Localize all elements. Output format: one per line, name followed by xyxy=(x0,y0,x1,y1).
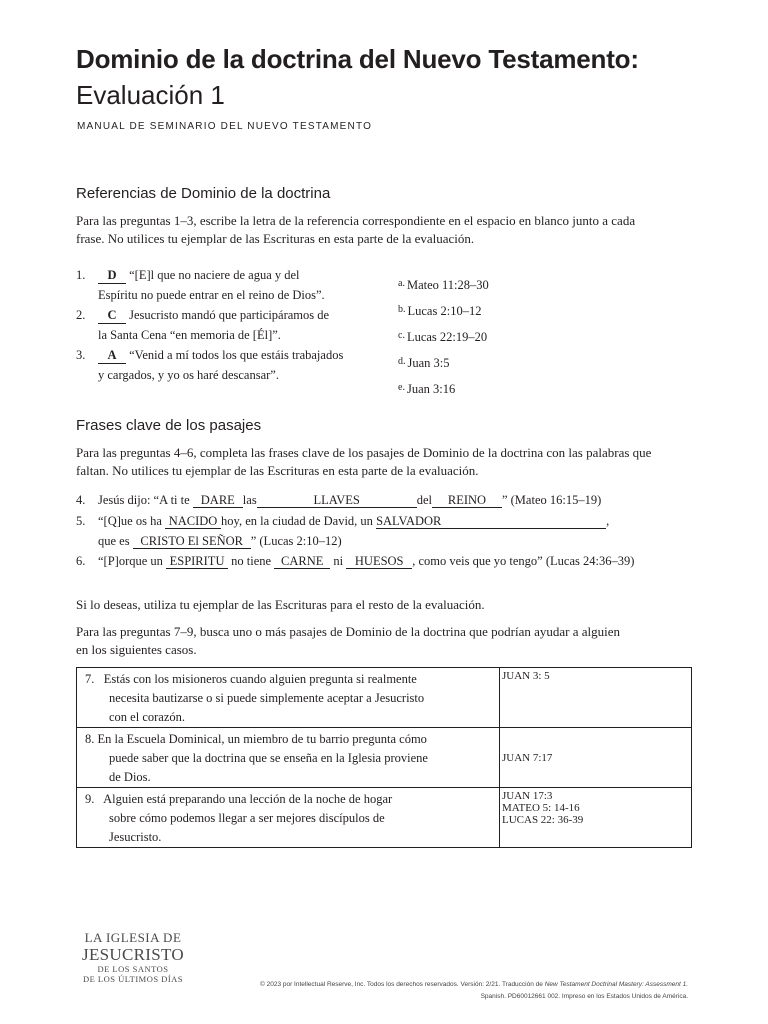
question-text: “[E]l que no naciere de agua y del xyxy=(129,268,300,282)
question-text: hoy, en la ciudad de David, un xyxy=(221,514,373,528)
question-5 xyxy=(76,511,696,551)
question-text: “[Q]ue os ha xyxy=(98,514,162,528)
answer-blank[interactable]: DARE xyxy=(193,493,243,508)
question-text: Jesucristo mandó que participáramos de xyxy=(129,308,330,322)
question-number: 6. xyxy=(76,554,86,568)
copyright xyxy=(240,979,688,1003)
question-number: 5. xyxy=(76,514,86,528)
question-text: , como veis que yo tengo” (Lucas 24:36–39) xyxy=(412,554,635,568)
answer-text: JUAN 3: 5 xyxy=(502,670,550,682)
scenario-cell xyxy=(77,728,500,788)
answer-blank[interactable]: D xyxy=(98,268,126,284)
answer-blank[interactable]: A xyxy=(98,348,126,364)
reference-item: $^{e.}$ Juan 3:16 xyxy=(398,382,456,396)
question-text: , xyxy=(606,514,610,528)
question-text: que es xyxy=(98,534,130,548)
answer-cell[interactable] xyxy=(500,788,692,848)
scenario-text: Jesucristo. xyxy=(109,830,162,844)
scenario-text: necesita bautizarse o si puede simplemente aceptar a Jesucristo xyxy=(109,691,425,705)
answer-text: JUAN 7:17 xyxy=(502,751,553,764)
question-text: las xyxy=(242,493,257,507)
scenario-text: puede saber que la doctrina que se enseña en la Iglesia proviene xyxy=(109,751,428,765)
answer-cell[interactable] xyxy=(500,728,692,788)
question-text: la Santa Cena “en memoria de [Él]”. xyxy=(98,328,281,342)
logo-text: DE LOS ÚLTIMOS DÍAS xyxy=(82,974,184,984)
answer-blank[interactable]: C xyxy=(98,308,126,324)
answer-blank[interactable]: CRISTO El SEÑOR xyxy=(133,534,251,549)
scenario-cell xyxy=(77,668,500,728)
scenario-text: Alguien está preparando una lección de la noche de hogar xyxy=(103,792,393,806)
logo-text: DE LOS SANTOS xyxy=(97,964,169,974)
scenario-table xyxy=(76,667,692,848)
question-number: 3. xyxy=(76,348,86,362)
logo-text: JESUCRISTO xyxy=(82,945,184,964)
scenario-text: sobre cómo podemos llegar a ser mejores discípulos de xyxy=(109,811,385,825)
question-number: 4. xyxy=(76,493,86,507)
reference-item: $^{c.}$ Lucas 22:19–20 xyxy=(398,330,488,344)
answer-cell[interactable] xyxy=(500,668,692,728)
question-text: no tiene xyxy=(231,554,272,568)
question-text: y cargados, y yo os haré descansar”. xyxy=(98,368,279,382)
manual-label: MANUAL DE SEMINARIO DEL NUEVO TESTAMENTO xyxy=(77,121,373,132)
answer-text: JUAN 17:3 xyxy=(502,790,553,802)
reference-item: $^{b.}$ Lucas 2:10–12 xyxy=(398,304,482,318)
question-1 xyxy=(76,265,376,305)
question-number: 8. xyxy=(85,732,95,746)
table-row xyxy=(77,668,692,728)
logo-text: LA IGLESIA DE xyxy=(84,930,182,945)
question-text: del xyxy=(416,493,432,507)
instructions-line: Para las preguntas 1–3, escribe la letra de la referencia correspondiente en el espacio en blanco junto a cada xyxy=(76,213,636,228)
page-subtitle: Evaluación 1 xyxy=(76,80,225,110)
question-number: 1. xyxy=(76,268,86,282)
scenario-text: En la Escuela Dominical, un miembro de tu barrio pregunta cómo xyxy=(97,732,427,746)
section-heading-key-phrases: Frases clave de los pasajes xyxy=(76,417,262,434)
answer-text: MATEO 5: 14-16 xyxy=(502,802,580,814)
answer-blank[interactable]: ESPIRITU xyxy=(166,554,228,569)
question-text: ” (Mateo 16:15–19) xyxy=(501,493,602,507)
question-number: 7. xyxy=(85,672,95,686)
scenario-text: Estás con los misioneros cuando alguien pregunta si realmente xyxy=(103,672,417,686)
question-text: Jesús dijo: “A ti te xyxy=(98,493,190,507)
instructions-line: faltan. No utilices tu ejemplar de las Escrituras en esta parte de la evaluación. xyxy=(76,463,479,478)
instructions-line: frase. No utilices tu ejemplar de las Escrituras en esta parte de la evaluación. xyxy=(76,231,475,246)
church-logo xyxy=(78,930,188,984)
question-2 xyxy=(76,305,376,345)
section3-instructions xyxy=(76,623,696,659)
copyright-title: New Testament Doctrinal Mastery: Assessment 1. xyxy=(544,981,688,988)
answer-blank[interactable]: CARNE xyxy=(274,554,330,569)
table-row xyxy=(77,728,692,788)
question-text: ” (Lucas 2:10–12) xyxy=(250,534,342,548)
question-text: ni xyxy=(333,554,344,568)
answer-blank[interactable]: HUESOS xyxy=(346,554,412,569)
reference-list xyxy=(398,276,489,406)
section1-instructions xyxy=(76,212,696,248)
answer-blank[interactable]: REINO xyxy=(432,493,502,508)
question-number: 2. xyxy=(76,308,86,322)
question-text: Espíritu no puede entrar en el reino de Dios”. xyxy=(98,288,325,302)
answer-text: LUCAS 22: 36-39 xyxy=(502,814,584,826)
reference-item: $^{d.}$ Juan 3:5 xyxy=(398,356,450,370)
answer-blank[interactable]: LLAVES xyxy=(257,493,417,508)
section-heading-references: Referencias de Dominio de la doctrina xyxy=(76,185,331,202)
instructions-line: Para las preguntas 7–9, busca uno o más pasajes de Dominio de la doctrina que podrían ayudar a alguien xyxy=(76,624,621,639)
section2-instructions xyxy=(76,444,696,480)
scenario-cell xyxy=(77,788,500,848)
scenario-text: con el corazón. xyxy=(109,710,186,724)
scenario-text: de Dios. xyxy=(109,770,151,784)
question-text: “Venid a mí todos los que estáis trabajados xyxy=(129,348,344,362)
copyright-text: © 2023 por Intellectual Reserve, Inc. Todos los derechos reservados. Versión: 2/21. Traducción de xyxy=(260,981,545,988)
answer-blank[interactable]: SALVADOR xyxy=(376,514,606,529)
question-text: “[P]orque un xyxy=(98,554,163,568)
question-3 xyxy=(76,345,376,385)
instructions-line: Para las preguntas 4–6, completa las frases clave de los pasajes de Dominio de la doctrina con las palabras que xyxy=(76,445,652,460)
instructions-line: en los siguientes casos. xyxy=(76,642,197,657)
answer-blank[interactable]: NACIDO xyxy=(165,514,221,529)
table-row xyxy=(77,788,692,848)
page-title: Dominio de la doctrina del Nuevo Testamento: xyxy=(76,44,639,74)
copyright-text: Spanish. PD60012661 002. Impreso en los Estados Unidos de América. xyxy=(480,993,688,1000)
optional-note: Si lo deseas, utiliza tu ejemplar de las Escrituras para el resto de la evaluación. xyxy=(76,597,485,612)
reference-item: $^{a.}$ Mateo 11:28–30 xyxy=(398,278,489,292)
question-number: 9. xyxy=(85,792,95,806)
